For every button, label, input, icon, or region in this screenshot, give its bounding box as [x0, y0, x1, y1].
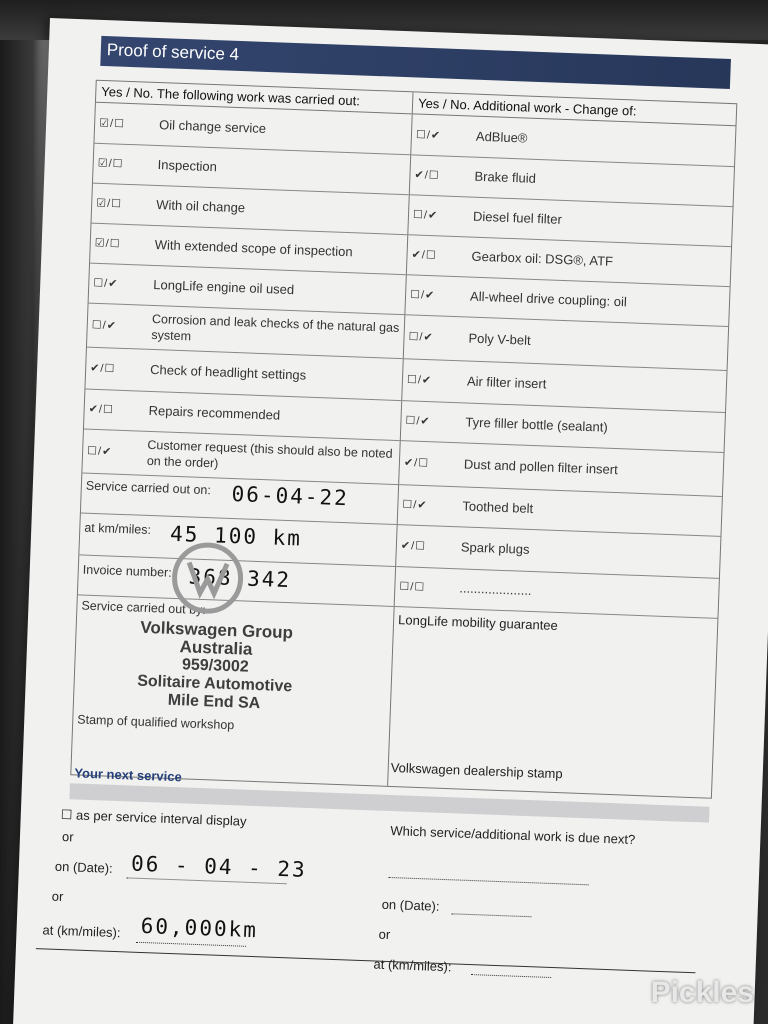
next-service-title: Your next service [74, 765, 182, 785]
yes-no-mark: ☐/✔ [86, 445, 113, 459]
stamp-line: Australia [179, 637, 253, 659]
service-by-label: Service carried out by: [81, 598, 207, 618]
at-km-line [136, 942, 246, 947]
yes-no-mark: ✔/☐ [411, 248, 437, 262]
dealer-box [388, 606, 717, 798]
yes-no-mark: ☑/☐ [96, 197, 123, 211]
additional-label: All-wheel drive coupling: oil [469, 288, 628, 310]
workshop-stamp [114, 618, 317, 715]
additional-label: Diesel fuel filter [472, 208, 563, 227]
bottom-rule [36, 948, 696, 973]
right-at-km-label: at (km/miles): [373, 956, 452, 975]
or-text: or [51, 888, 64, 905]
yes-no-mark: ☐/✔ [415, 128, 442, 142]
yes-no-mark: ✔/☐ [414, 168, 440, 182]
additional-label: Gearbox oil: DSG®, ATF [471, 248, 614, 269]
work-label: Check of headlight settings [149, 361, 307, 383]
work-carried-out-column [71, 81, 413, 786]
yes-no-mark: ☐/☐ [399, 580, 426, 594]
km-value: 45 100 km [169, 521, 303, 551]
yes-no-mark: ☐/✔ [402, 498, 428, 512]
yes-no-mark: ✔/☐ [403, 456, 430, 470]
vw-logo-icon [169, 540, 246, 617]
service-date-value: 06-04-22 [231, 481, 350, 511]
yes-no-mark: ✔/☐ [400, 539, 427, 553]
on-date-label: on (Date): [54, 858, 113, 876]
yes-no-mark: ☑/☐ [98, 117, 126, 131]
yes-no-mark: ☐/✔ [91, 319, 118, 333]
service-book-page [12, 18, 768, 1024]
work-label: Customer request (this should also be noted on the order) [146, 437, 393, 471]
work-label: Repairs recommended [148, 402, 281, 423]
yes-no-mark: ☐/✔ [93, 277, 119, 291]
stamp-line: Solitaire Automotive [136, 672, 293, 696]
left-header: Yes / No. The following work was carried out: [96, 81, 413, 115]
service-date-label: Service carried out on: [85, 478, 212, 498]
right-on-date-line [451, 913, 531, 917]
section-banner [100, 36, 731, 89]
yes-no-mark: ☐/✔ [412, 208, 439, 222]
yes-no-mark: ✔/☐ [89, 362, 116, 376]
stamp-label: Stamp of qualified workshop [77, 712, 235, 733]
additional-label: Toothed belt [462, 498, 534, 517]
dealer-stamp-label: Volkswagen dealership stamp [390, 759, 563, 782]
invoice-label: Invoice number: [82, 562, 172, 580]
additional-label: Poly V-belt [468, 330, 531, 348]
due-line [389, 877, 589, 885]
service-by-box [71, 594, 393, 785]
section-title: Proof of service 4 [106, 40, 240, 64]
work-label: With oil change [155, 197, 246, 216]
yes-no-mark: ☐/✔ [409, 288, 436, 302]
additional-label: Air filter insert [466, 373, 547, 392]
yes-no-mark: ☐/✔ [405, 414, 431, 428]
pickles-watermark: Pickles [650, 976, 754, 1009]
or-text: or [61, 828, 74, 845]
on-date-value: 06 - 04 - 23 [130, 851, 308, 882]
additional-work-column [388, 92, 736, 797]
stamp-line: Volkswagen Group [140, 617, 294, 643]
additional-label: Dust and pollen filter insert [463, 456, 619, 478]
km-label: at km/miles: [84, 520, 152, 538]
additional-label: Tyre filler bottle (sealant) [465, 414, 608, 435]
stamp-line: Mile End SA [167, 691, 261, 713]
yes-no-mark: ☑/☐ [94, 237, 121, 251]
yes-no-mark: ☐/✔ [408, 330, 434, 344]
right-on-date-label: on (Date): [381, 896, 440, 914]
additional-label: Brake fluid [474, 168, 537, 186]
work-label: Oil change service [158, 117, 267, 136]
work-label: Inspection [157, 157, 218, 175]
service-grid [70, 80, 737, 799]
yes-no-mark: ☑/☐ [97, 157, 124, 171]
additional-label: .................... [459, 580, 532, 599]
additional-label: Spark plugs [460, 539, 530, 557]
additional-label: AdBlue® [475, 128, 528, 146]
work-label: Corrosion and leak checks of the natural gas system [151, 311, 400, 344]
at-km-label: at (km/miles): [42, 922, 121, 941]
at-km-value: 60,000km [140, 913, 259, 943]
interval-option: ☐ as per service interval display [60, 806, 247, 829]
work-label: With extended scope of inspection [154, 236, 353, 260]
stamp-line: 959/3002 [181, 656, 250, 676]
yes-no-mark: ☐/✔ [406, 373, 433, 387]
work-label: LongLife engine oil used [153, 276, 295, 298]
right-header: Yes / No. Additional work - Change of: [413, 92, 737, 126]
right-at-km-line [471, 974, 551, 978]
yes-no-mark: ✔/☐ [88, 403, 115, 417]
due-question: Which service/additional work is due next? [390, 823, 636, 847]
mobility-label: LongLife mobility guarantee [397, 612, 559, 634]
right-or-text: or [378, 926, 391, 943]
invoice-value: 368 342 [188, 564, 292, 593]
